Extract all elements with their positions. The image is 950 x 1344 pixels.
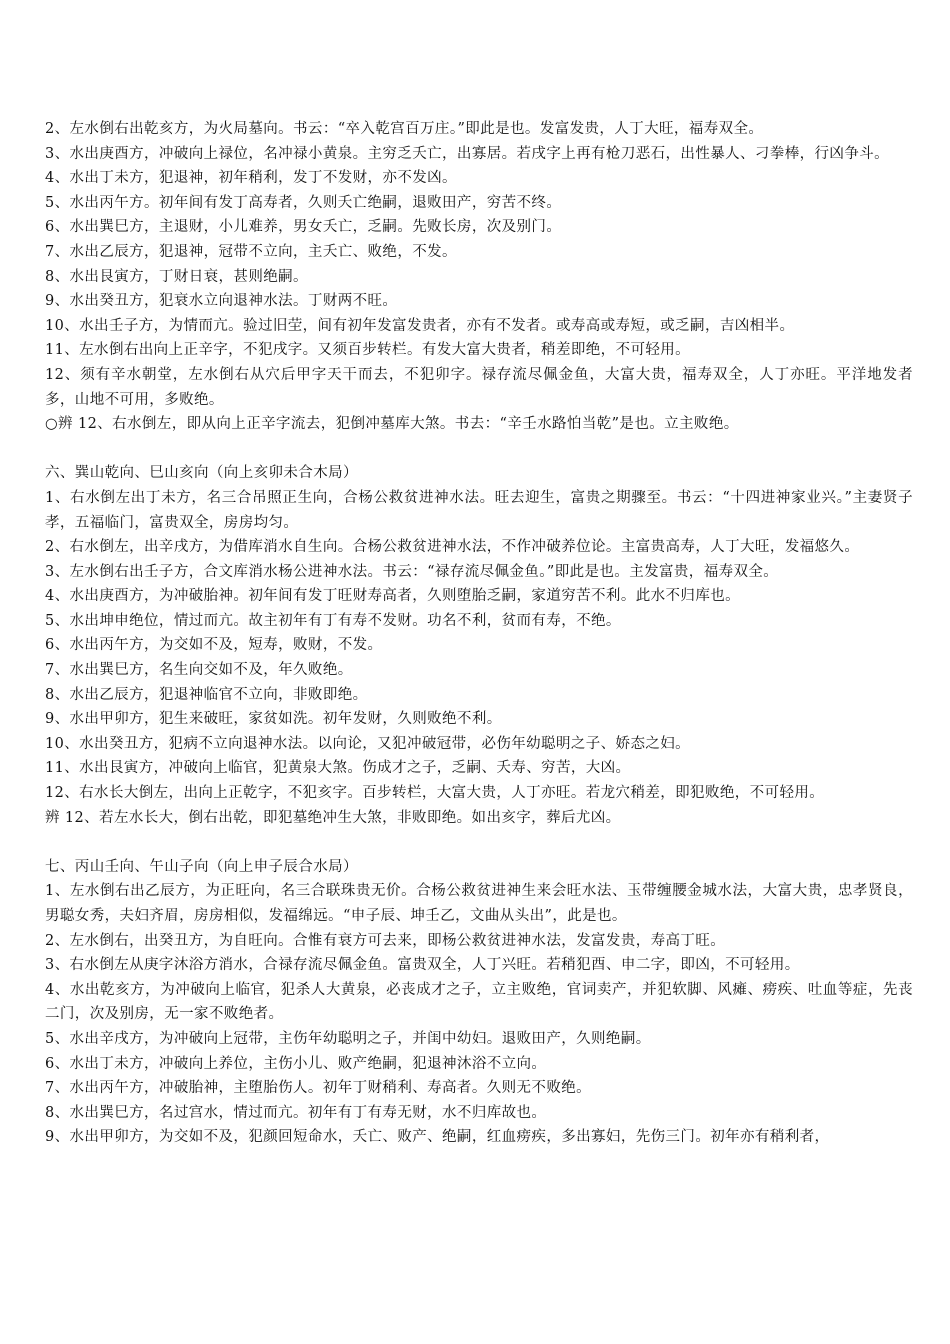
- list-item: 9、水出甲卯方，为交如不及，犯颜回短命水，夭亡、败产、绝嗣，红血痨疾，多出寡妇，先伤三门。初年亦有稍利者，: [45, 1129, 830, 1146]
- section-6: [45, 461, 913, 830]
- list-item: 7、水出丙午方，冲破胎神，主堕胎伤人。初年丁财稍利、寿高者。久则无不败绝。: [45, 1080, 592, 1097]
- list-item: 5、水出丙午方。初年间有发丁高寿者，久则夭亡绝嗣，退败田产，穷苦不终。: [45, 194, 562, 211]
- section-7: [45, 855, 913, 1150]
- list-item: 1、右水倒左出丁未方，名三合吊照正生向，合杨公救贫进神水法。旺去迎生，富贵之期骤至。书云：“十四进神家业兴。”主妻贤子孝，五福临门，富贵双全，房房均匀。: [45, 489, 913, 531]
- list-item: 2、左水倒右，出癸丑方，为自旺向。合惟有衰方可去来，即杨公救贫进神水法，发富发贵，寿高丁旺。: [45, 932, 726, 949]
- section-heading: 六、巽山乾向、巳山亥向（向上亥卯未合木局）: [45, 465, 358, 482]
- list-item: 12、须有辛水朝堂，左水倒右从穴后甲字天干而去，不犯卯字。禄存流尽佩金鱼，大富大贵，福寿双全，人丁亦旺。平洋地发者多，山地不可用，多败绝。: [45, 366, 913, 408]
- list-item: 10、水出癸丑方，犯病不立向退神水法。以向论，又犯冲破冠带，必伤年幼聪明之子、娇态之妇。: [45, 735, 691, 752]
- list-item: 6、水出巽巳方，主退财，小儿难养，男女夭亡，乏嗣。先败长房，次及别门。: [45, 219, 562, 236]
- section-spacer: [45, 830, 913, 855]
- list-item: 3、右水倒左从庚字沐浴方消水，合禄存流尽佩金鱼。富贵双全，人丁兴旺。若稍犯酉、申二字，即凶，不可轻用。: [45, 957, 800, 974]
- document-page: [45, 117, 913, 1150]
- list-item: 8、水出巽巳方，名过宫水，情过而亢。初年有丁有寿无财，水不归库故也。: [45, 1104, 547, 1121]
- list-item: 7、水出巽巳方，名生向交如不及，年久败绝。: [45, 662, 353, 679]
- list-item: 5、水出辛戌方，为冲破向上冠带，主伤年幼聪明之子，并闺中幼妇。退败田产，久则绝嗣。: [45, 1030, 651, 1047]
- list-item: 4、水出庚酉方，为冲破胎神。初年间有发丁旺财寿高者，久则堕胎乏嗣，家道穷苦不利。此水不归库也。: [45, 588, 741, 605]
- list-item: 6、水出丙午方，为交如不及，短寿，败财，不发。: [45, 637, 383, 654]
- list-item: 3、左水倒右出壬子方，合文库消水杨公进神水法。书云：“禄存流尽佩金鱼。”即此是也。主发富贵，福寿双全。: [45, 563, 779, 580]
- list-item: 11、左水倒右出向上正辛字，不犯戌字。又须百步转栏。有发大富大贵者，稍差即绝，不可轻用。: [45, 342, 691, 359]
- list-item: 4、水出乾亥方，为冲破向上临官，犯杀人大黄泉，必丧成才之子，立主败绝，官词卖产，并犯软脚、风瘫、痨疾、吐血等症，先丧二门，次及别房，无一家不败绝者。: [45, 981, 913, 1023]
- list-item: 辨 12、若左水长大，倒右出乾，即犯墓绝冲生大煞，非败即绝。如出亥字，葬后尤凶。: [45, 809, 621, 826]
- section-spacer: [45, 437, 913, 462]
- section-heading: 七、丙山壬向、午山子向（向上申子辰合水局）: [45, 858, 358, 875]
- list-item: 11、水出艮寅方，冲破向上临官，犯黄泉大煞。伤成才之子，乏嗣、夭寿、穷苦，大凶。: [45, 760, 631, 777]
- list-item: 8、水出乙辰方，犯退神临官不立向，非败即绝。: [45, 686, 368, 703]
- list-item: 7、水出乙辰方，犯退神，冠带不立向，主夭亡、败绝，不发。: [45, 243, 457, 260]
- list-item: 5、水出坤申绝位，情过而亢。故主初年有丁有寿不发财。功名不利，贫而有寿，不绝。: [45, 612, 621, 629]
- list-item: ○辨 12、右水倒左，即从向上正辛字流去，犯倒冲墓库大煞。书去：“辛壬水路怕当乾”是也。立主败绝。: [45, 416, 739, 433]
- list-item: 10、水出壬子方，为情而亢。验过旧茔，间有初年发富发贵者，亦有不发者。或寿高或寿短，或乏嗣，吉凶相半。: [45, 317, 795, 334]
- list-item: 12、右水长大倒左，出向上正乾字，不犯亥字。百步转栏，大富大贵，人丁亦旺。若龙穴稍差，即犯败绝，不可轻用。: [45, 785, 825, 802]
- list-item: 1、左水倒右出乙辰方，为正旺向，名三合联珠贵无价。合杨公救贫进神生来会旺水法、玉带缠腰金城水法，大富大贵，忠孝贤良，男聪女秀，夫妇齐眉，房房相似，发福绵远。“申子辰、坤壬乙，文曲从头出”，此是也。: [45, 883, 913, 924]
- list-item: 6、水出丁未方，冲破向上养位，主伤小儿、败产绝嗣，犯退神沐浴不立向。: [45, 1055, 547, 1072]
- section-5-items: [45, 117, 913, 437]
- list-item: 2、右水倒左，出辛戌方，为借库消水自生向。合杨公救贫进神水法，不作冲破养位论。主富贵高寿，人丁大旺，发福悠久。: [45, 539, 860, 556]
- list-item: 3、水出庚酉方，冲破向上禄位，名冲禄小黄泉。主穷乏夭亡，出寡居。若戌字上再有枪刀恶石，出性暴人、刁拳棒，行凶争斗。: [45, 145, 890, 162]
- list-item: 4、水出丁未方，犯退神，初年稍利，发丁不发财，亦不发凶。: [45, 170, 457, 187]
- list-item: 9、水出甲卯方，犯生来破旺，家贫如洗。初年发财，久则败绝不利。: [45, 711, 502, 728]
- list-item: 9、水出癸丑方，犯衰水立向退神水法。丁财两不旺。: [45, 293, 398, 310]
- list-item: 2、左水倒右出乾亥方，为火局墓向。书云：“卒入乾宫百万庄。”即此是也。发富发贵，人丁大旺，福寿双全。: [45, 121, 764, 137]
- list-item: 8、水出艮寅方，丁财日衰，甚则绝嗣。: [45, 268, 308, 285]
